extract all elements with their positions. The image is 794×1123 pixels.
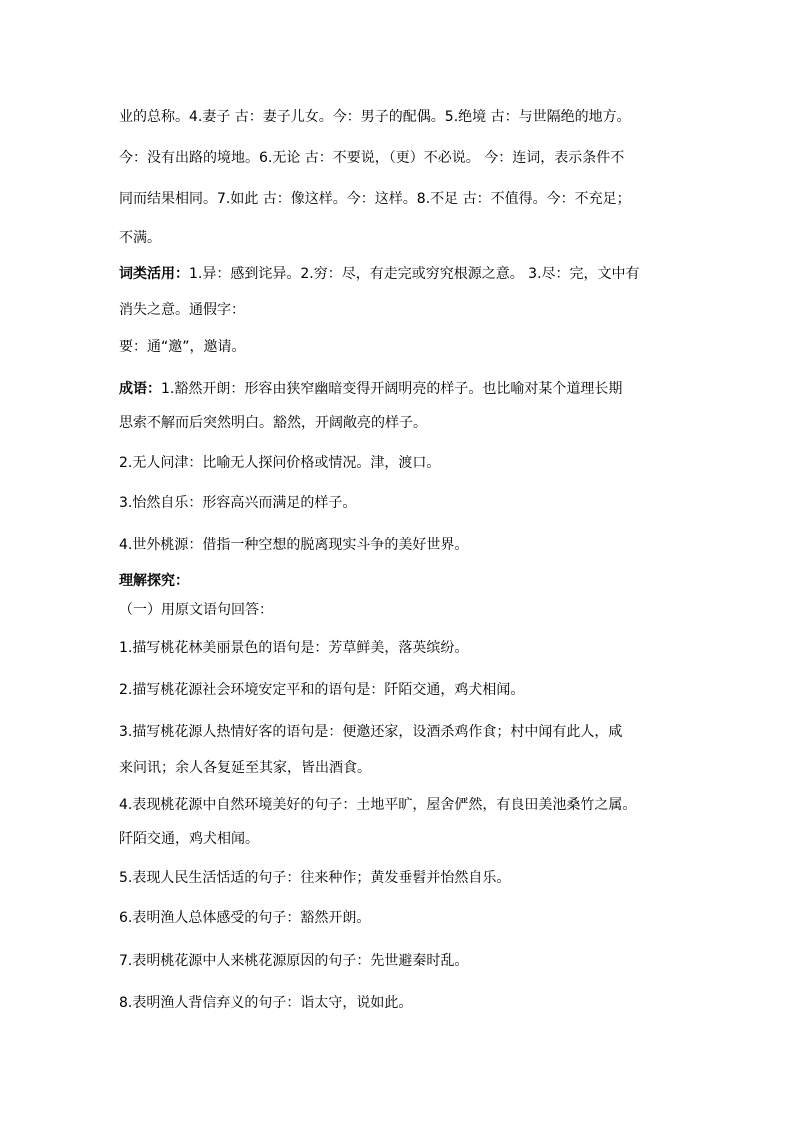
answer-line: 来问讯；余人各复延至其家，皆出酒食。 bbox=[119, 760, 371, 776]
answer-line: 1.描写桃花林美丽景色的语句是：芳草鲜美，落英缤纷。 bbox=[119, 640, 469, 656]
understanding-heading: 理解探究： bbox=[119, 573, 189, 589]
idiom-line: 思索不解而后突然明白。豁然，开阔敞亮的样子。 bbox=[119, 415, 427, 431]
idiom-item: 3.怡然自乐：形容高兴而满足的样子。 bbox=[119, 495, 357, 511]
answer-line: 4.表现桃花源中自然环境美好的句子：土地平旷，屋舍俨然，有良田美池桑竹之属。 bbox=[119, 797, 637, 813]
meaning-line: 业的总称。4.妻子 古：妻子儿女。今：男子的配偶。5.绝境 古：与世隔绝的地方。 bbox=[119, 109, 631, 125]
meaning-line: 今：没有出路的境地。6.无论 古：不要说，（更）不必说。 今：连词，表示条件不 bbox=[119, 150, 625, 166]
idiom-text: 1.豁然开朗：形容由狭窄幽暗变得开阔明亮的样子。也比喻对某个道理长期 bbox=[161, 381, 623, 397]
idiom-item: 4.世外桃源：借指一种空想的脱离现实斗争的美好世界。 bbox=[119, 537, 469, 553]
idiom-line bbox=[119, 380, 699, 398]
answer-line: 8.表明渔人背信弃义的句子：诣太守，说如此。 bbox=[119, 995, 413, 1011]
word-class-line: 消失之意。通假字： bbox=[119, 302, 245, 318]
tongjia-line: 要：通“邀”，邀请。 bbox=[119, 339, 246, 355]
understanding-subheading: （一）用原文语句回答： bbox=[119, 602, 273, 618]
answer-line: 阡陌交通，鸡犬相闻。 bbox=[119, 831, 259, 847]
idiom-item: 2.无人问津：比喻无人探问价格或情况。津，渡口。 bbox=[119, 455, 441, 471]
answer-line: 6.表明渔人总体感受的句子：豁然开朗。 bbox=[119, 910, 371, 926]
word-class-heading: 词类活用： bbox=[119, 266, 189, 282]
answer-line: 5.表现人民生活恬适的句子：往来种作；黄发垂髫并怡然自乐。 bbox=[119, 870, 511, 886]
answer-line: 3.描写桃花源人热情好客的语句是：便邀还家，设酒杀鸡作食；村中闻有此人，咸 bbox=[119, 724, 623, 740]
word-class-line bbox=[119, 265, 699, 283]
meaning-line: 不满。 bbox=[119, 230, 161, 246]
idioms-heading: 成语： bbox=[119, 381, 161, 397]
answer-line: 2.描写桃花源社会环境安定平和的语句是：阡陌交通，鸡犬相闻。 bbox=[119, 682, 525, 698]
meaning-line: 同而结果相同。7.如此 古：像这样。今：这样。8.不足 古：不值得。今：不充足； bbox=[119, 191, 631, 207]
answer-line: 7.表明桃花源中人来桃花源原因的句子：先世避秦时乱。 bbox=[119, 953, 469, 969]
word-class-text: 1.异：感到诧异。2.穷：尽，有走完或穷究根源之意。 3.尽：完，文中有 bbox=[189, 266, 640, 282]
